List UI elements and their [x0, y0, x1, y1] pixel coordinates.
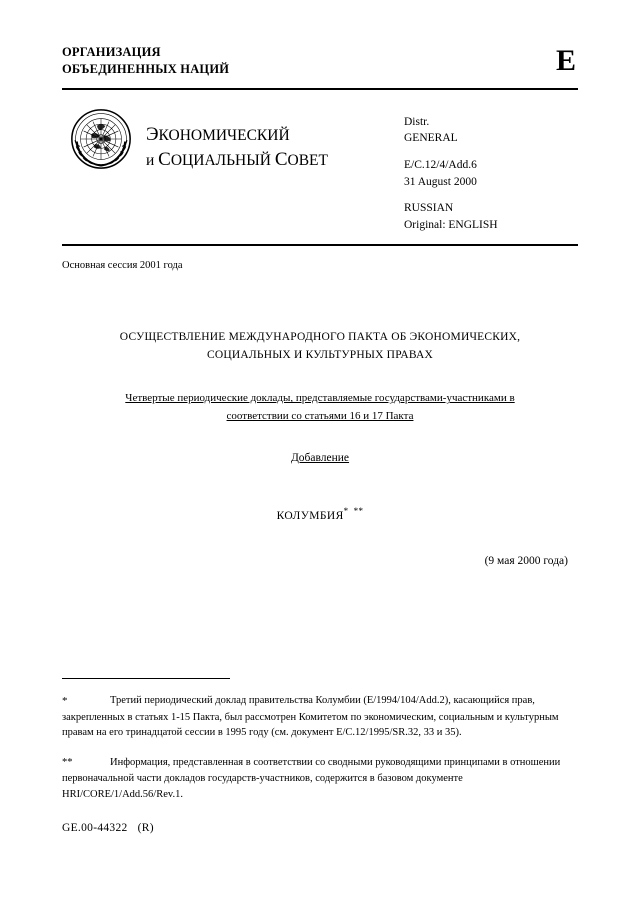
header-block	[62, 90, 578, 234]
council-title-line1	[146, 122, 386, 148]
council-title-line2-rest2: ОВЕТ	[287, 152, 328, 170]
footnote-2-text: Информация, представленная в соответствии со сводными руководящими принципами в отношении первоначальной части докладов государств-участников, содержится в базовом документе HRI/CORE/1/Add.56/Rev.1.	[62, 757, 561, 800]
council-title-line2-capital2: С	[274, 149, 288, 171]
country-footnote-marker-1: *	[343, 505, 349, 516]
organization-name-line2: ОБЪЕДИНЕННЫХ НАЦИЙ	[62, 61, 230, 76]
footnote-1-text: Третий периодический доклад правительства Колумбии (E/1994/104/Add.2), касающийся прав, закрепленных в статьях 1-15 Пакта, был рассмотрен Комитетом по экономическим, социальным и культурным правам на его тринадцатой сессии в 1995 году (см. документ E/C.12/1995/SR.32, 33 и 35).	[62, 695, 559, 739]
council-title-line2-rest1: ОЦИАЛЬНЫЙ	[170, 152, 275, 170]
council-title-line1-capital: Э	[146, 123, 159, 145]
document-symbol: E/C.12/4/Add.6	[404, 159, 477, 172]
masthead	[62, 0, 578, 78]
country-name	[62, 506, 578, 522]
un-emblem-icon	[70, 108, 132, 170]
document-original-language: Original: ENGLISH	[404, 219, 498, 232]
language-code: (R)	[137, 822, 154, 834]
organization-name-line1: ОРГАНИЗАЦИЯ	[62, 45, 161, 59]
main-title-line1: ОСУЩЕСТВЛЕНИЕ МЕЖДУНАРОДНОГО ПАКТА ОБ ЭКОНОМИЧЕСКИХ,	[119, 330, 521, 343]
footnote-1	[62, 693, 578, 741]
session-line: Основная сессия 2001 года	[62, 259, 183, 271]
council-title	[146, 104, 386, 173]
country-footnote-marker-2: **	[353, 505, 364, 516]
distr-label: Distr.	[404, 115, 430, 128]
footer-job-line	[62, 822, 154, 834]
document-date: 31 August 2000	[404, 175, 477, 188]
subtitle-line2: соответствии со статьями 16 и 17 Пакта	[226, 410, 414, 422]
document-series-letter: E	[555, 44, 576, 77]
footnote-2-marker: **	[62, 757, 73, 768]
council-title-line2	[146, 147, 386, 173]
job-number: GE.00-44322	[62, 822, 128, 834]
addendum-label: Добавление	[290, 451, 350, 464]
distribution-block	[386, 104, 578, 234]
footnote-1-marker: *	[62, 695, 68, 707]
footnote-separator	[62, 678, 230, 679]
council-title-line1-rest: КОНОМИЧЕСКИЙ	[158, 126, 290, 144]
main-title-line2: СОЦИАЛЬНЫХ И КУЛЬТУРНЫХ ПРАВАХ	[207, 348, 433, 361]
council-title-line2-capital1: С	[158, 149, 171, 171]
subtitle-line1: Четвертые периодические доклады, представляемые государствами-участниками в	[125, 392, 515, 405]
council-title-line2-prefix: и	[146, 152, 159, 170]
footnotes	[62, 678, 578, 816]
organization-name	[62, 44, 229, 78]
footnote-2	[62, 755, 578, 802]
main-title	[96, 329, 544, 365]
title-block	[62, 329, 578, 522]
distr-value: GENERAL	[404, 132, 458, 145]
country-name-text: КОЛУМБИЯ	[276, 509, 344, 522]
subtitle	[84, 390, 556, 425]
submission-date: (9 мая 2000 года)	[484, 555, 568, 568]
document-language: RUSSIAN	[404, 202, 454, 215]
